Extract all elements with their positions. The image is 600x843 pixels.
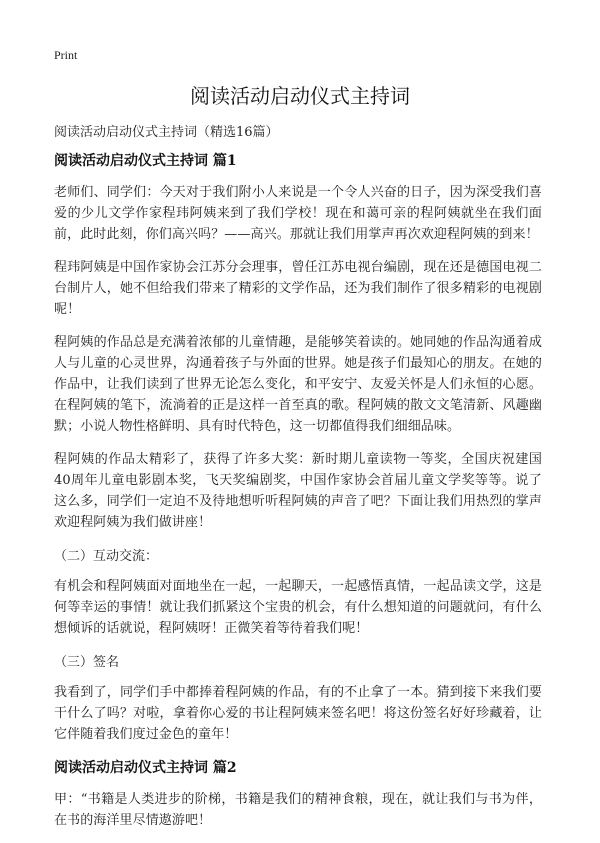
print-label[interactable]: Print — [54, 48, 78, 62]
section-heading: 阅读活动启动仪式主持词 篇1 — [54, 153, 237, 169]
paragraph: 程阿姨的作品太精彩了，获得了许多大奖：新时期儿童读物一等奖，全国庆祝建国40周年儿童电影剧本奖，飞天奖编剧奖，中国作家协会首届儿童文学奖等等。说了这么多，同学们一定迫不及待地想听听程阿姨的声音了吧？下面让我们用热烈的掌声欢迎程阿姨为我们做讲座！ — [54, 452, 542, 530]
paragraph: 甲：“书籍是人类进步的阶梯，书籍是我们的精神食粮，现在，就让我们与书为伴，在书的海洋里尽情遨游吧！ — [54, 792, 542, 828]
subsection-label: （二）互动交流： — [54, 549, 159, 564]
paragraph: 我看到了，同学们手中都捧着程阿姨的作品，有的不止拿了一本。猜到接下来我们要干什么了吗？对啦，拿着你心爱的书让程阿姨来签名吧！将这份签名好好珍藏着，让它伴随着我们度过金色的童年！ — [54, 685, 542, 742]
document-subtitle: 阅读活动启动仪式主持词（精选16篇） — [54, 125, 279, 140]
paragraph: 程玮阿姨是中国作家协会江苏分会理事，曾任江苏电视台编剧，现在还是德国电视二台制片人，她不但给我们带来了精彩的文学作品，还为我们制作了很多精彩的电视剧呢！ — [54, 260, 542, 317]
paragraph: 老师们、同学们：今天对于我们附小人来说是一个令人兴奋的日子，因为深受我们喜爱的少儿文学作家程玮阿姨来到了我们学校！现在和蔼可亲的程阿姨就坐在我们面前，此时此刻，你们高兴吗？——高兴。那就让我们用掌声再次欢迎程阿姨的到来！ — [54, 185, 542, 242]
paragraph: 有机会和程阿姨面对面地坐在一起，一起聊天，一起感悟真情，一起品读文学，这是何等幸运的事情！就让我们抓紧这个宝贵的机会，有什么想知道的问题就问，有什么想倾诉的话就说，程阿姨呀！正微笑着等待着我们呢！ — [54, 579, 542, 636]
paragraph: 程阿姨的作品总是充满着浓郁的儿童情趣，是能够笑着读的。她同她的作品沟通着成人与儿童的心灵世界，沟通着孩子与外面的世界。她是孩子们最知心的朋友。在她的作品中，让我们读到了世界无论怎么变化，和平安宁、友爱关怀是人们永恒的心愿。在程阿姨的笔下，流淌着的正是这样一首至真的歌。程阿姨的散文文笔清新、风趣幽默；小说人物性格鲜明、具有时代特色，这一切都值得我们细细品味。 — [54, 335, 542, 434]
document-body — [54, 150, 542, 843]
section-heading: 阅读活动启动仪式主持词 篇2 — [54, 760, 237, 776]
page-title: 阅读活动启动仪式主持词 — [190, 84, 410, 108]
subsection-label: （三）签名 — [54, 655, 120, 670]
